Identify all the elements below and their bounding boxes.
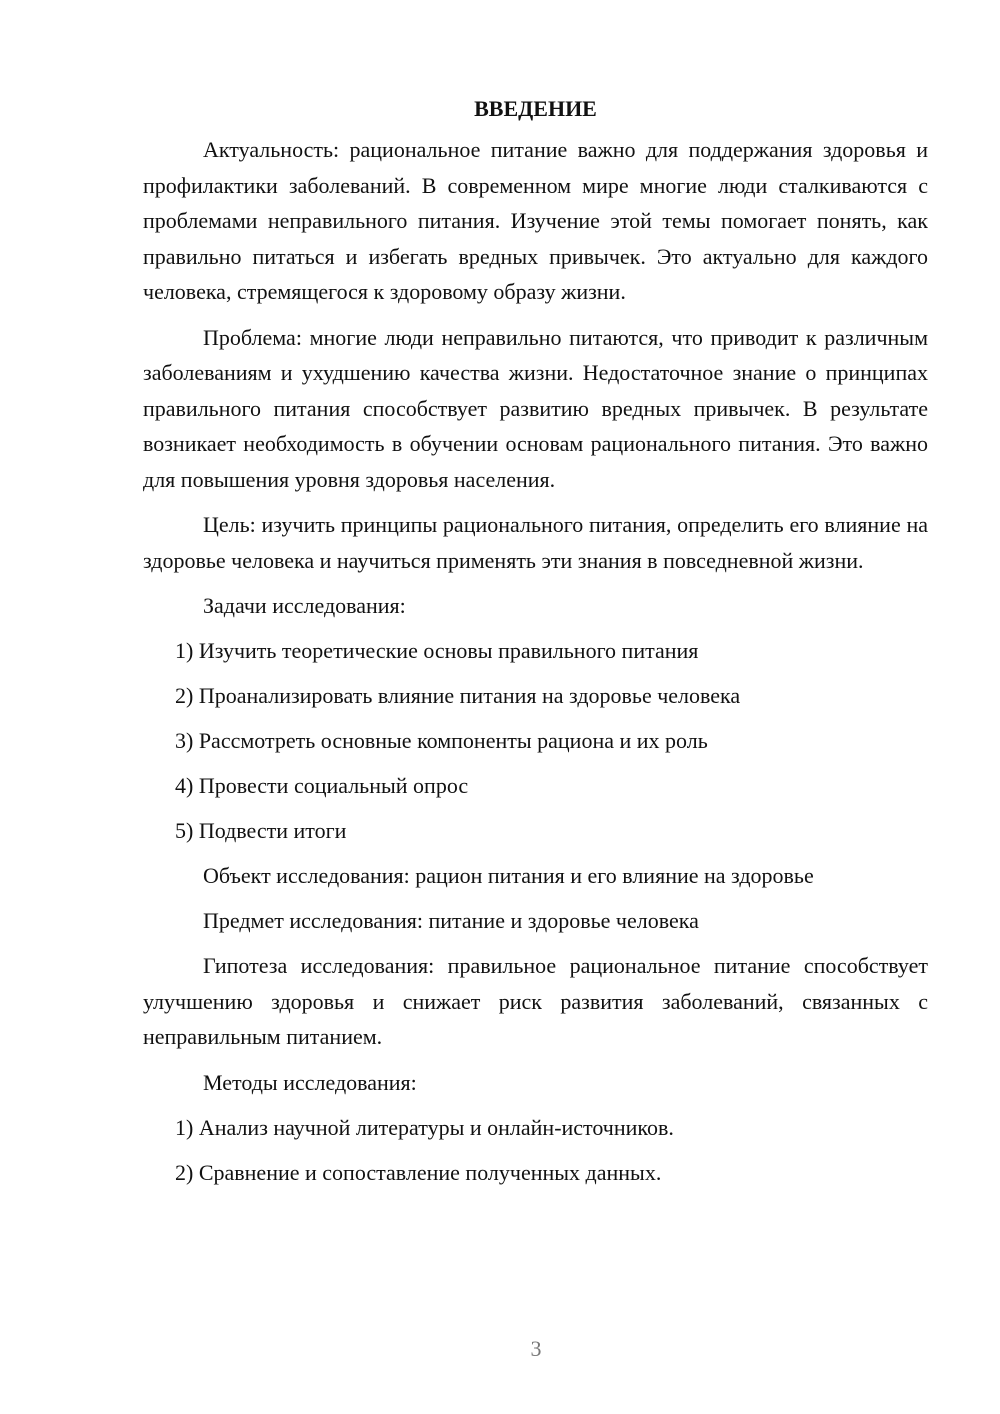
task-item-2: 2) Проанализировать влияние питания на здоровье человека: [175, 683, 741, 708]
paragraph-goal: Цель: изучить принципы рационального питания, определить его влияние на здоровье человека и научиться применять эти знания в повседневной жизни.: [143, 512, 928, 573]
task-item-3: 3) Рассмотреть основные компоненты рациона и их роль: [175, 728, 708, 753]
tasks-title: Задачи исследования:: [203, 593, 406, 618]
page-title: ВВЕДЕНИЕ: [474, 96, 597, 121]
method-item-2: 2) Сравнение и сопоставление полученных данных.: [175, 1159, 662, 1185]
paragraph-problem: Проблема: многие люди неправильно питаются, что приводит к различным заболеваниям и ухудшению качества жизни. Недостаточное знание о принципах правильного питания способствует развитию вредных привычек. В результате возникает необходимость в обучении основам рационального питания. Это важно для повышения уровня здоровья населения.: [143, 324, 928, 492]
paragraph-hypothesis: Гипотеза исследования: правильное рациональное питание способствует улучшению здоровья и снижает риск развития заболеваний, связанных с неправильным питанием.: [143, 953, 928, 1049]
document-page: [143, 94, 928, 1200]
task-item-1: 1) Изучить теоретические основы правильного питания: [175, 638, 699, 663]
page-number: 3: [530, 1336, 542, 1361]
task-item-4: 4) Провести социальный опрос: [175, 773, 469, 798]
methods-title: Методы исследования:: [203, 1069, 417, 1095]
paragraph-relevance: Актуальность: рациональное питание важно для поддержания здоровья и профилактики заболеваний. В современном мире многие люди сталкиваются с проблемами неправильного питания. Изучение этой темы помогает понять, как правильно питаться и избегать вредных привычек. Это актуально для каждого человека, стремящегося к здоровому образу жизни.: [143, 137, 928, 304]
task-item-5: 5) Подвести итоги: [175, 818, 347, 843]
method-item-1: 1) Анализ научной литературы и онлайн-источников.: [175, 1114, 674, 1140]
research-object: Объект исследования: рацион питания и его влияние на здоровье: [203, 863, 814, 888]
research-subject: Предмет исследования: питание и здоровье человека: [203, 908, 699, 933]
